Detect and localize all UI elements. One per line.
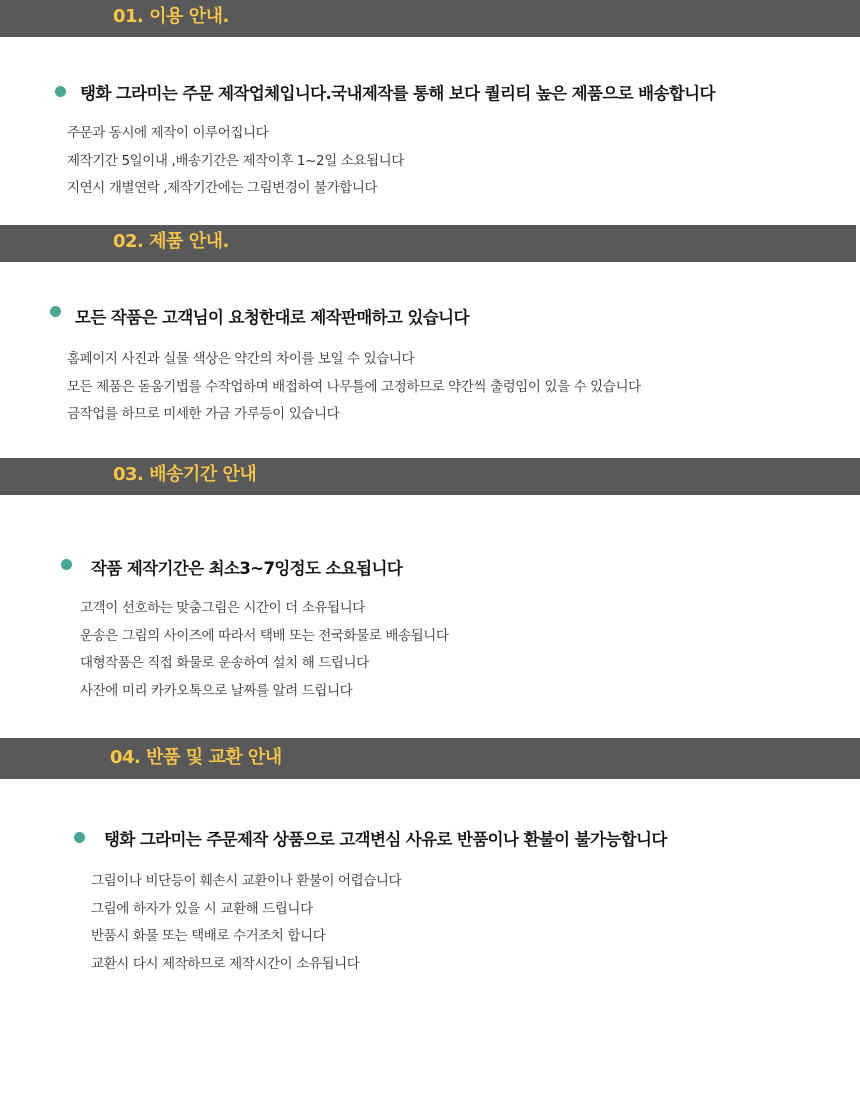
- list-item: 고객이 선호하는 맞춤그림은 시간이 더 소유됩니다: [80, 600, 365, 616]
- section-1-title: 01. 이용 안내.: [113, 6, 229, 27]
- section-1-lines: [67, 120, 404, 203]
- section-3-lines: [80, 595, 449, 705]
- section-4-title: 04. 반품 및 교환 안내: [110, 747, 282, 768]
- section-4-lines: [91, 868, 401, 978]
- list-item: 홈페이지 사진과 실물 색상은 약간의 차이를 보일 수 있습니다: [67, 351, 415, 367]
- section-1-headline: 탱화 그라미는 주문 제작업체입니다.국내제작를 통해 보다 퀄리티 높은 제품으로 배송합니다: [80, 84, 715, 103]
- list-item: 운송은 그림의 사이즈에 따라서 택배 또는 전국화물로 배송됩니다: [80, 627, 449, 644]
- list-item: 모든 제품은 돋움기법를 수작업하며 배접하여 나무틀에 고정하므로 약간씩 출렁임이 있을 수 있습니다: [67, 378, 641, 395]
- section-3-title: 03. 배송기간 안내: [113, 464, 257, 485]
- list-item: 제작기간 5일이내 ,배송기간은 제작이후 1~2일 소요됩니다: [67, 152, 404, 169]
- section-2-lines: [67, 346, 641, 429]
- bullet-dot-icon: [74, 832, 85, 843]
- section-4-headline: 탱화 그라미는 주문제작 상품으로 고객변심 사유로 반품이나 환불이 불가능합니다: [104, 830, 667, 849]
- list-item: 주문과 동시에 제작이 이루어집니다: [67, 125, 269, 141]
- list-item: 금작업를 하므로 미세한 가금 가루등이 있습니다: [67, 406, 340, 422]
- list-item: 사잔에 미리 카카오톡으로 날짜를 알려 드립니다: [80, 682, 353, 699]
- bullet-dot-icon: [50, 306, 61, 317]
- list-item: 반품시 화물 또는 택배로 수거조치 합니다: [91, 928, 326, 944]
- section-2-headline: 모든 작품은 고객님이 요청한대로 제작판매하고 있습니다: [75, 308, 469, 327]
- list-item: 그림이나 비단등이 훼손시 교환이나 환불이 어렵습니다: [91, 873, 402, 889]
- bullet-dot-icon: [61, 559, 72, 570]
- list-item: 교환시 다시 제작하므로 제작시간이 소유됩니다: [91, 955, 360, 972]
- list-item: 지연시 개별연락 ,제작기간에는 그림변경이 불가합니다: [67, 180, 378, 196]
- list-item: 대형작품은 직접 화물로 운송하여 설치 해 드립니다: [80, 655, 369, 671]
- section-2-title: 02. 제품 안내.: [113, 231, 229, 252]
- list-item: 그림에 하자가 있을 시 교환해 드립니다: [91, 900, 313, 917]
- section-3-headline: 작품 제작기간은 최소3~7잉정도 소요됩니다: [91, 559, 403, 578]
- bullet-dot-icon: [55, 86, 66, 97]
